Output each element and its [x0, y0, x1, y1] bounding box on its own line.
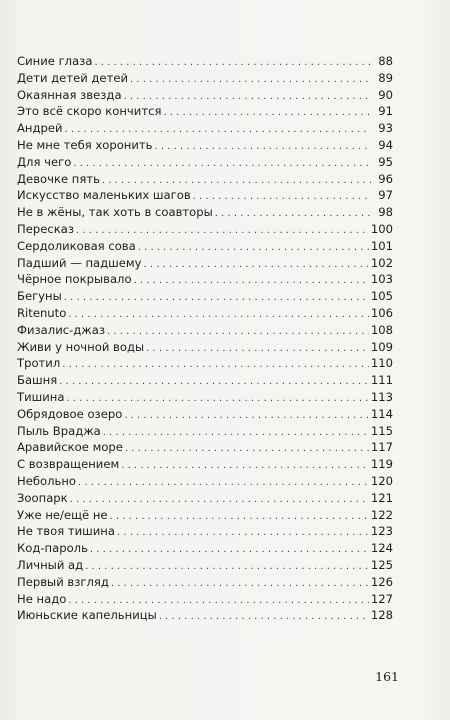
toc-entry-page: 97: [378, 188, 393, 203]
toc-entry-page: 90: [378, 87, 393, 102]
toc-entry: [17, 322, 393, 339]
toc-entry-title: Башня: [17, 373, 58, 388]
toc-entry: [17, 255, 393, 272]
toc-entry-page: 111: [370, 373, 393, 388]
toc-entry-title: Не надо: [17, 591, 67, 606]
toc-entry: [17, 221, 393, 238]
toc-entry-title: Июньские капельницы: [17, 608, 157, 623]
toc-entry-page: 125: [370, 557, 393, 572]
toc-entry: [17, 574, 393, 591]
toc-entry: [17, 154, 393, 171]
toc-entry: [17, 439, 393, 456]
toc-entry-page: 91: [378, 104, 393, 119]
toc-entry: [17, 607, 393, 624]
toc-entry-page: 88: [378, 54, 393, 68]
toc-entry-title: Сердоликовая сова: [17, 238, 136, 253]
toc-entry-title: Окаянная звезда: [17, 87, 122, 102]
toc-entry-page: 110: [370, 356, 393, 371]
toc-entry-title: Первый взгляд: [17, 574, 109, 589]
toc-entry-title: С возвращением: [17, 457, 120, 472]
toc-entry: [17, 87, 393, 104]
toc-entry: [17, 187, 393, 204]
toc-entry-page: 126: [370, 574, 393, 589]
toc-dot-leader: [144, 257, 369, 274]
toc-entry: [17, 473, 393, 490]
toc-dot-leader: [107, 324, 369, 341]
toc-entry-title: Тротил: [17, 356, 61, 371]
toc-entry-title: Обрядовое озеро: [17, 406, 123, 421]
toc-entry-page: 108: [370, 322, 393, 337]
toc-entry: [17, 372, 393, 389]
toc-entry-page: 113: [370, 389, 393, 404]
toc-entry-page: 124: [370, 541, 393, 556]
toc-entry-title: Живи у ночной воды: [17, 339, 145, 354]
toc-dot-leader: [138, 240, 369, 257]
toc-dot-leader: [64, 290, 369, 307]
toc-entry-page: 121: [370, 490, 393, 505]
toc-entry: [17, 406, 393, 423]
toc-dot-leader: [125, 441, 369, 458]
toc-entry-page: 109: [370, 339, 393, 354]
toc-entry: [17, 591, 393, 608]
toc-dot-leader: [130, 72, 371, 89]
toc-entry: [17, 70, 393, 87]
toc-entry-page: 114: [370, 406, 393, 421]
toc-entry-title: Андрей: [17, 121, 63, 136]
toc-dot-leader: [111, 576, 369, 593]
toc-dot-leader: [110, 509, 369, 526]
toc-entry-title: Ritenuto: [17, 305, 67, 320]
toc-entry-title: Не мне тебя хоронить: [17, 137, 153, 152]
toc-entry-page: 100: [370, 221, 393, 236]
toc-dot-leader: [94, 55, 371, 72]
page-number: 161: [375, 669, 399, 684]
toc-dot-leader: [117, 525, 369, 542]
toc-entry-page: 93: [378, 121, 393, 136]
toc-entry: [17, 507, 393, 524]
toc-entry-page: 120: [370, 473, 393, 488]
toc-dot-leader: [78, 475, 369, 492]
toc-entry: [17, 423, 393, 440]
toc-dot-leader: [146, 341, 369, 358]
toc-dot-leader: [103, 425, 369, 442]
toc-entry-page: 102: [370, 255, 393, 270]
toc-dot-leader: [155, 139, 372, 156]
toc-entry-title: Аравийское море: [17, 440, 123, 455]
toc-dot-leader: [70, 492, 369, 509]
table-of-contents: [17, 53, 393, 624]
toc-entry-page: 119: [370, 457, 393, 472]
toc-entry-title: Чёрное покрывало: [17, 272, 132, 287]
toc-entry: [17, 204, 393, 221]
toc-entry-title: Не твоя тишина: [17, 524, 115, 539]
toc-entry-page: 94: [378, 137, 393, 152]
toc-entry-page: 115: [370, 423, 393, 438]
toc-entry-page: 89: [378, 70, 393, 85]
toc-entry: [17, 540, 393, 557]
toc-entry: [17, 490, 393, 507]
toc-dot-leader: [159, 609, 369, 626]
toc-entry: [17, 171, 393, 188]
toc-entry-title: Физалис-джаз: [17, 322, 106, 337]
toc-entry: [17, 339, 393, 356]
toc-dot-leader: [134, 273, 369, 290]
toc-dot-leader: [90, 542, 369, 559]
toc-entry-page: 123: [370, 524, 393, 539]
toc-entry: [17, 456, 393, 473]
toc-entry-title: Искусство маленьких шагов: [17, 188, 191, 203]
toc-entry-title: Тишина: [17, 389, 65, 404]
toc-dot-leader: [68, 307, 369, 324]
toc-entry: [17, 238, 393, 255]
toc-dot-leader: [193, 189, 371, 206]
toc-entry: [17, 120, 393, 137]
toc-entry-title: Пересказ: [17, 221, 74, 236]
toc-entry: [17, 271, 393, 288]
toc-entry-title: Пыль Враджа: [17, 423, 101, 438]
toc-entry: [17, 103, 393, 120]
toc-entry-title: Уже не/ещё не: [17, 507, 108, 522]
toc-dot-leader: [124, 408, 369, 425]
toc-entry: [17, 288, 393, 305]
toc-dot-leader: [59, 374, 369, 391]
toc-entry: [17, 53, 393, 70]
toc-entry-title: Синие глаза: [17, 54, 93, 68]
toc-entry-title: Девочке пять: [17, 171, 100, 186]
toc-entry-title: Падший — падшему: [17, 255, 142, 270]
toc-entry-page: 128: [370, 608, 393, 623]
toc-entry: [17, 523, 393, 540]
toc-entry-page: 95: [378, 154, 393, 169]
toc-dot-leader: [73, 156, 371, 173]
toc-entry-title: Дети детей детей: [17, 70, 128, 85]
toc-entry-title: Бегуны: [17, 289, 62, 304]
toc-entry-page: 106: [370, 305, 393, 320]
toc-entry-page: 103: [370, 272, 393, 287]
toc-entry: [17, 137, 393, 154]
toc-entry-title: Небольно: [17, 473, 77, 488]
toc-entry-page: 101: [370, 238, 393, 253]
toc-entry-title: Код-пароль: [17, 541, 88, 556]
toc-entry-page: 98: [378, 205, 393, 220]
toc-entry: [17, 557, 393, 574]
toc-dot-leader: [215, 206, 371, 223]
toc-entry-title: Для чего: [17, 154, 72, 169]
toc-dot-leader: [62, 357, 369, 374]
toc-entry-page: 117: [370, 440, 393, 455]
toc-entry-title: Это всё скоро кончится: [17, 104, 162, 119]
toc-entry-page: 96: [378, 171, 393, 186]
toc-entry-title: Не в жёны, так хоть в соавторы: [17, 205, 213, 220]
toc-dot-leader: [163, 105, 371, 122]
toc-dot-leader: [121, 458, 369, 475]
toc-entry-page: 127: [370, 591, 393, 606]
toc-entry: [17, 389, 393, 406]
toc-entry-page: 105: [370, 289, 393, 304]
toc-entry-page: 122: [370, 507, 393, 522]
toc-entry-title: Зоопарк: [17, 490, 68, 505]
toc-entry-title: Личный ад: [17, 557, 84, 572]
toc-entry: [17, 355, 393, 372]
toc-entry: [17, 305, 393, 322]
toc-dot-leader: [85, 559, 369, 576]
